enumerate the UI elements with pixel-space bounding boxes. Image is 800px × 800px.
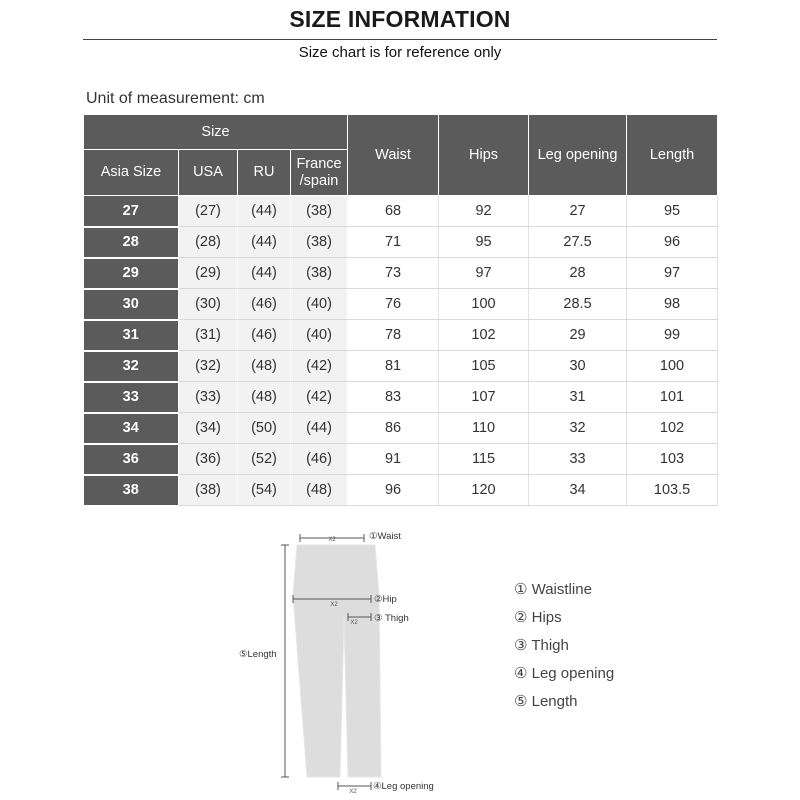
cell-waist: 78 bbox=[348, 320, 439, 351]
col-header-leg-opening: Leg opening bbox=[529, 115, 627, 196]
size-table bbox=[83, 114, 718, 507]
legend-item-leg-opening: ④ Leg opening bbox=[514, 665, 615, 682]
hip-label: ②Hip bbox=[374, 594, 397, 605]
cell-ru: (44) bbox=[238, 227, 291, 258]
col-header-france-line2: /spain bbox=[299, 172, 339, 189]
table-row bbox=[84, 227, 718, 258]
col-header-france-spain bbox=[291, 150, 348, 196]
cell-france: (40) bbox=[291, 289, 348, 320]
waist-label: ①Waist bbox=[369, 531, 401, 542]
table-row bbox=[84, 258, 718, 289]
unit-label: Unit of measurement: cm bbox=[86, 90, 265, 107]
cell-waist: 68 bbox=[348, 196, 439, 227]
cell-asia-size: 34 bbox=[84, 413, 179, 444]
legend-item-thigh: ③ Thigh bbox=[514, 637, 569, 654]
cell-usa: (27) bbox=[179, 196, 238, 227]
cell-usa: (32) bbox=[179, 351, 238, 382]
cell-waist: 76 bbox=[348, 289, 439, 320]
cell-waist: 91 bbox=[348, 444, 439, 475]
page-subtitle: Size chart is for reference only bbox=[298, 44, 502, 61]
cell-hips: 95 bbox=[439, 227, 529, 258]
table-row bbox=[84, 475, 718, 506]
table-row bbox=[84, 382, 718, 413]
cell-length: 101 bbox=[627, 382, 718, 413]
cell-hips: 107 bbox=[439, 382, 529, 413]
leg-opening-label: ④Leg opening bbox=[373, 781, 434, 792]
table-row bbox=[84, 289, 718, 320]
cell-hips: 105 bbox=[439, 351, 529, 382]
title-divider bbox=[83, 39, 717, 40]
cell-waist: 71 bbox=[348, 227, 439, 258]
cell-leg-opening: 27 bbox=[529, 196, 627, 227]
legend-item-waistline: ① Waistline bbox=[514, 581, 592, 598]
hip-multiplier: X2 bbox=[330, 602, 338, 608]
col-header-asia-size: Asia Size bbox=[84, 150, 179, 196]
cell-leg-opening: 29 bbox=[529, 320, 627, 351]
col-header-hips: Hips bbox=[439, 115, 529, 196]
col-header-france-line1: France bbox=[296, 155, 342, 172]
cell-waist: 81 bbox=[348, 351, 439, 382]
cell-leg-opening: 33 bbox=[529, 444, 627, 475]
measurement-legend bbox=[514, 580, 614, 720]
cell-asia-size: 31 bbox=[84, 320, 179, 351]
cell-france: (46) bbox=[291, 444, 348, 475]
cell-hips: 120 bbox=[439, 475, 529, 506]
cell-usa: (34) bbox=[179, 413, 238, 444]
col-header-length: Length bbox=[627, 115, 718, 196]
cell-asia-size: 27 bbox=[84, 196, 179, 227]
cell-hips: 100 bbox=[439, 289, 529, 320]
cell-france: (38) bbox=[291, 258, 348, 289]
cell-asia-size: 36 bbox=[84, 444, 179, 475]
cell-waist: 73 bbox=[348, 258, 439, 289]
cell-usa: (33) bbox=[179, 382, 238, 413]
cell-asia-size: 32 bbox=[84, 351, 179, 382]
table-row bbox=[84, 351, 718, 382]
legend-item-length: ⑤ Length bbox=[514, 693, 578, 710]
cell-france: (40) bbox=[291, 320, 348, 351]
cell-length: 103 bbox=[627, 444, 718, 475]
table-row bbox=[84, 413, 718, 444]
cell-waist: 96 bbox=[348, 475, 439, 506]
cell-leg-opening: 30 bbox=[529, 351, 627, 382]
cell-asia-size: 38 bbox=[84, 475, 179, 506]
cell-asia-size: 29 bbox=[84, 258, 179, 289]
cell-asia-size: 28 bbox=[84, 227, 179, 258]
table-row bbox=[84, 196, 718, 227]
cell-length: 95 bbox=[627, 196, 718, 227]
cell-ru: (48) bbox=[238, 382, 291, 413]
thigh-label: ③ Thigh bbox=[374, 613, 409, 624]
cell-usa: (29) bbox=[179, 258, 238, 289]
cell-leg-opening: 27.5 bbox=[529, 227, 627, 258]
cell-leg-opening: 28 bbox=[529, 258, 627, 289]
pants-outline-icon bbox=[293, 545, 381, 777]
cell-length: 98 bbox=[627, 289, 718, 320]
cell-france: (48) bbox=[291, 475, 348, 506]
cell-france: (42) bbox=[291, 382, 348, 413]
thigh-multiplier: X2 bbox=[350, 620, 358, 626]
cell-hips: 115 bbox=[439, 444, 529, 475]
col-header-waist: Waist bbox=[348, 115, 439, 196]
cell-ru: (54) bbox=[238, 475, 291, 506]
cell-length: 103.5 bbox=[627, 475, 718, 506]
cell-usa: (38) bbox=[179, 475, 238, 506]
cell-leg-opening: 32 bbox=[529, 413, 627, 444]
cell-length: 100 bbox=[627, 351, 718, 382]
size-group-header: Size bbox=[84, 115, 348, 150]
cell-ru: (50) bbox=[238, 413, 291, 444]
cell-ru: (46) bbox=[238, 320, 291, 351]
cell-leg-opening: 28.5 bbox=[529, 289, 627, 320]
cell-length: 97 bbox=[627, 258, 718, 289]
cell-usa: (28) bbox=[179, 227, 238, 258]
cell-usa: (31) bbox=[179, 320, 238, 351]
cell-asia-size: 30 bbox=[84, 289, 179, 320]
cell-hips: 92 bbox=[439, 196, 529, 227]
col-header-ru: RU bbox=[238, 150, 291, 196]
cell-usa: (30) bbox=[179, 289, 238, 320]
cell-waist: 83 bbox=[348, 382, 439, 413]
cell-hips: 102 bbox=[439, 320, 529, 351]
pants-measurement-diagram bbox=[230, 525, 460, 800]
table-row bbox=[84, 444, 718, 475]
waist-multiplier: X2 bbox=[328, 537, 336, 543]
cell-hips: 110 bbox=[439, 413, 529, 444]
cell-ru: (46) bbox=[238, 289, 291, 320]
cell-france: (38) bbox=[291, 227, 348, 258]
cell-france: (44) bbox=[291, 413, 348, 444]
cell-leg-opening: 31 bbox=[529, 382, 627, 413]
table-row bbox=[84, 320, 718, 351]
cell-hips: 97 bbox=[439, 258, 529, 289]
page-title: SIZE INFORMATION bbox=[289, 6, 511, 32]
cell-france: (42) bbox=[291, 351, 348, 382]
cell-asia-size: 33 bbox=[84, 382, 179, 413]
cell-length: 99 bbox=[627, 320, 718, 351]
col-header-usa: USA bbox=[179, 150, 238, 196]
cell-usa: (36) bbox=[179, 444, 238, 475]
cell-leg-opening: 34 bbox=[529, 475, 627, 506]
leg-opening-multiplier: X2 bbox=[349, 789, 357, 795]
cell-ru: (44) bbox=[238, 196, 291, 227]
cell-ru: (44) bbox=[238, 258, 291, 289]
cell-length: 102 bbox=[627, 413, 718, 444]
length-measure-line bbox=[281, 545, 289, 777]
cell-ru: (52) bbox=[238, 444, 291, 475]
cell-waist: 86 bbox=[348, 413, 439, 444]
legend-item-hips: ② Hips bbox=[514, 609, 562, 626]
cell-length: 96 bbox=[627, 227, 718, 258]
cell-ru: (48) bbox=[238, 351, 291, 382]
length-label: ⑤Length bbox=[239, 649, 277, 660]
cell-france: (38) bbox=[291, 196, 348, 227]
